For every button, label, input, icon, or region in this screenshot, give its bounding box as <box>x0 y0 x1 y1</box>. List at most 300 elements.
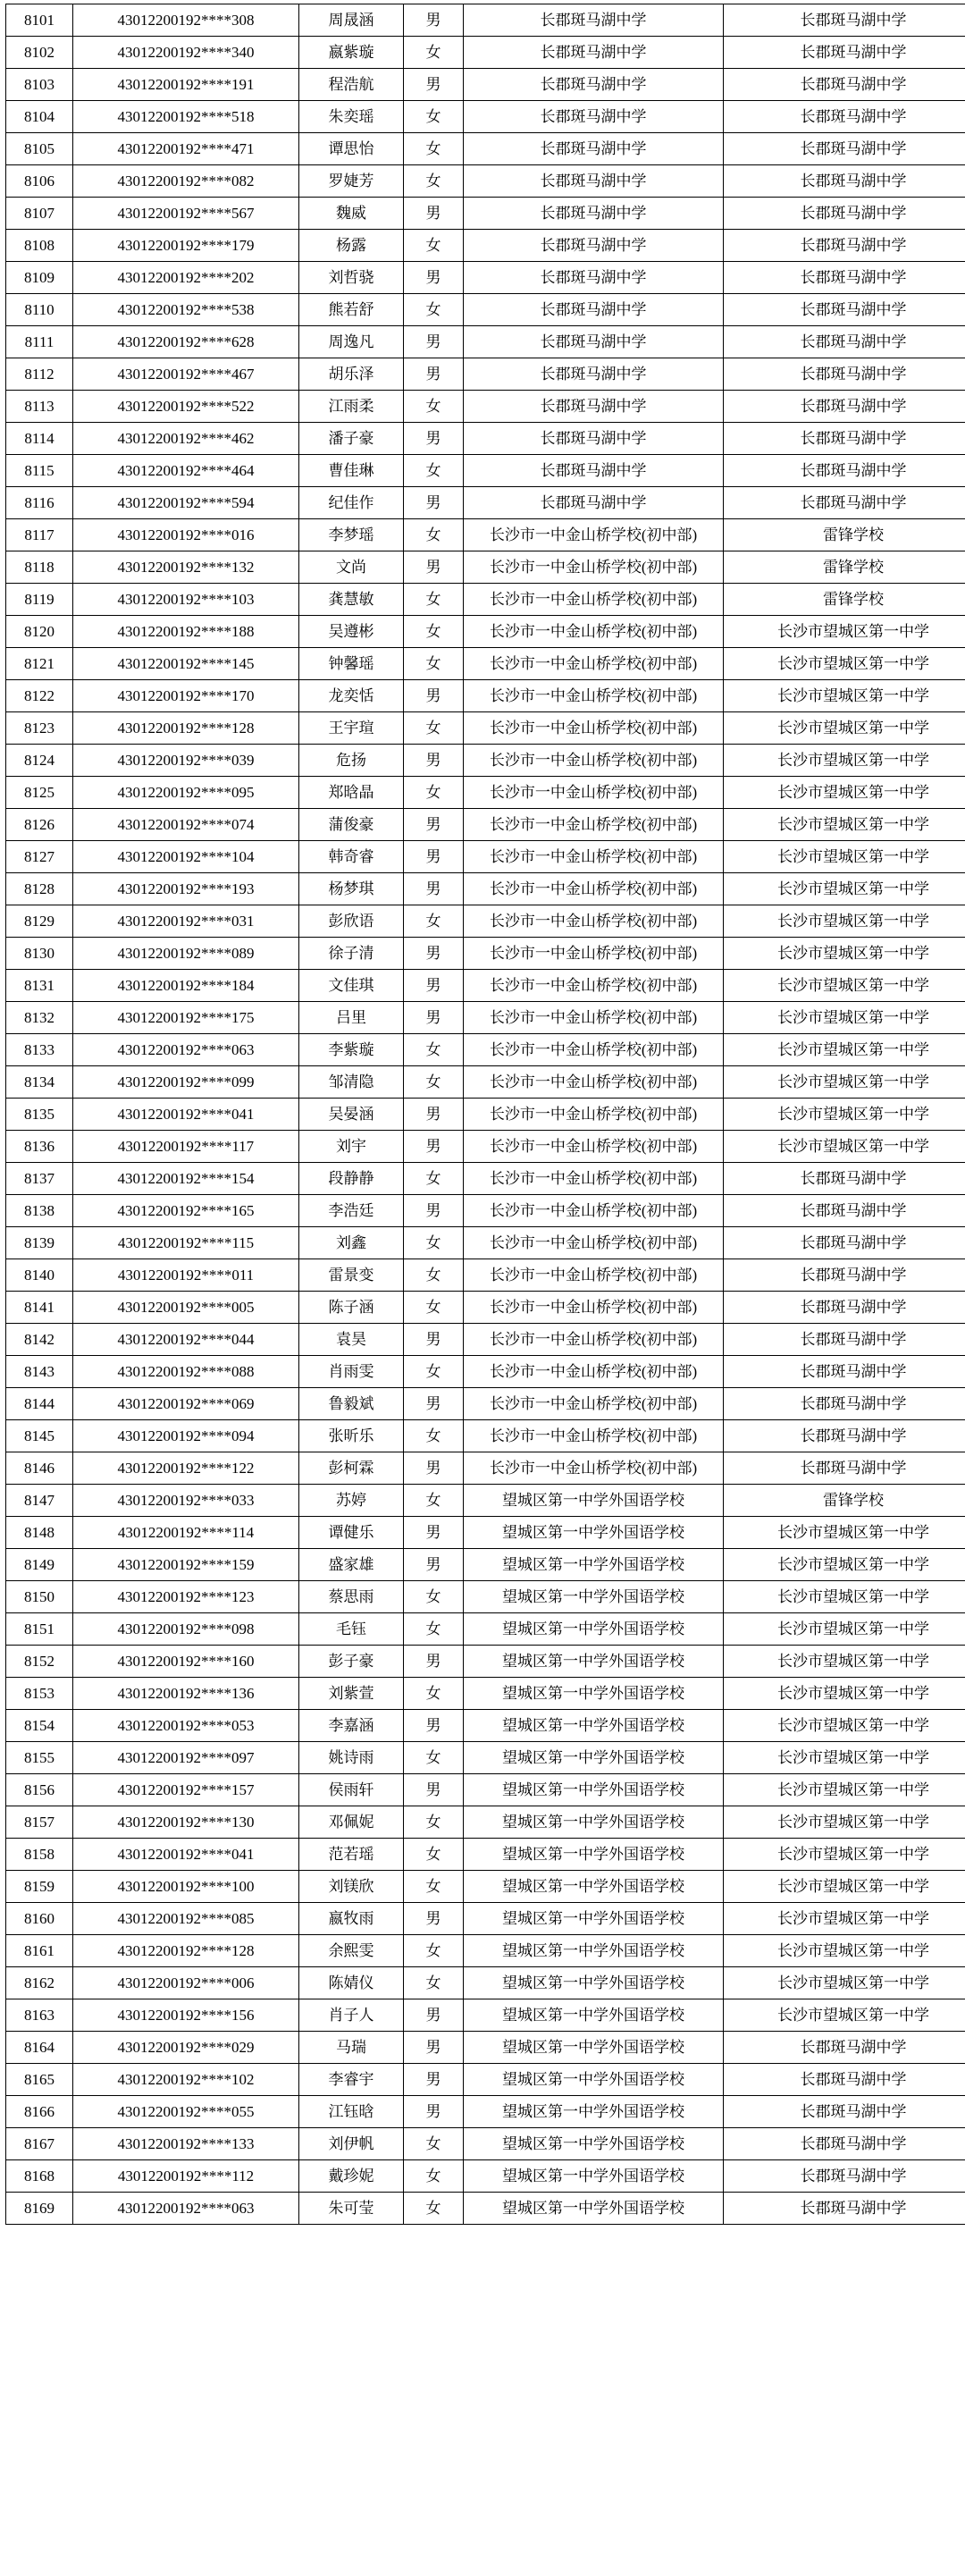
cell-name: 龙奕恬 <box>299 680 404 712</box>
cell-serial: 8140 <box>6 1259 73 1292</box>
cell-graduating-school: 长沙市一中金山桥学校(初中部) <box>464 745 724 777</box>
cell-admitted-school: 长沙市望城区第一中学 <box>724 1710 965 1742</box>
cell-gender: 女 <box>404 1259 464 1292</box>
cell-name: 罗婕芳 <box>299 165 404 198</box>
cell-gender: 男 <box>404 841 464 873</box>
cell-gender: 男 <box>404 2064 464 2096</box>
cell-graduating-school: 长沙市一中金山桥学校(初中部) <box>464 584 724 616</box>
cell-admitted-school: 长沙市望城区第一中学 <box>724 1131 965 1163</box>
cell-name: 韩奇睿 <box>299 841 404 873</box>
cell-id-number: 43012200192****191 <box>73 69 299 101</box>
cell-serial: 8144 <box>6 1388 73 1420</box>
cell-graduating-school: 长沙市一中金山桥学校(初中部) <box>464 648 724 680</box>
table-row <box>6 262 965 294</box>
cell-id-number: 43012200192****103 <box>73 584 299 616</box>
cell-name: 邹清隐 <box>299 1066 404 1099</box>
table-row <box>6 648 965 680</box>
cell-id-number: 43012200192****340 <box>73 37 299 69</box>
cell-serial: 8137 <box>6 1163 73 1195</box>
cell-name: 彭柯霖 <box>299 1452 404 1485</box>
cell-graduating-school: 长郡斑马湖中学 <box>464 455 724 487</box>
cell-admitted-school: 长郡斑马湖中学 <box>724 165 965 198</box>
cell-gender: 男 <box>404 1999 464 2032</box>
table-row <box>6 1099 965 1131</box>
admission-roster-table <box>5 4 965 2225</box>
cell-name: 姚诗雨 <box>299 1742 404 1774</box>
cell-id-number: 43012200192****122 <box>73 1452 299 1485</box>
cell-id-number: 43012200192****063 <box>73 1034 299 1066</box>
cell-id-number: 43012200192****098 <box>73 1613 299 1646</box>
cell-id-number: 43012200192****464 <box>73 455 299 487</box>
cell-gender: 男 <box>404 970 464 1002</box>
cell-admitted-school: 长沙市望城区第一中学 <box>724 970 965 1002</box>
table-row <box>6 2032 965 2064</box>
table-row <box>6 519 965 551</box>
cell-gender: 女 <box>404 1935 464 1967</box>
cell-graduating-school: 长沙市一中金山桥学校(初中部) <box>464 1259 724 1292</box>
cell-gender: 女 <box>404 519 464 551</box>
cell-id-number: 43012200192****039 <box>73 745 299 777</box>
cell-graduating-school: 长沙市一中金山桥学校(初中部) <box>464 970 724 1002</box>
cell-graduating-school: 长沙市一中金山桥学校(初中部) <box>464 1099 724 1131</box>
cell-gender: 男 <box>404 262 464 294</box>
cell-name: 李紫璇 <box>299 1034 404 1066</box>
cell-admitted-school: 长郡斑马湖中学 <box>724 391 965 423</box>
cell-id-number: 43012200192****170 <box>73 680 299 712</box>
cell-graduating-school: 望城区第一中学外国语学校 <box>464 2096 724 2128</box>
table-row <box>6 69 965 101</box>
cell-graduating-school: 长沙市一中金山桥学校(初中部) <box>464 1356 724 1388</box>
cell-id-number: 43012200192****041 <box>73 1839 299 1871</box>
cell-name: 鲁毅斌 <box>299 1388 404 1420</box>
cell-name: 刘哲骁 <box>299 262 404 294</box>
table-row <box>6 198 965 230</box>
cell-gender: 女 <box>404 294 464 326</box>
cell-graduating-school: 长沙市一中金山桥学校(初中部) <box>464 519 724 551</box>
cell-admitted-school: 长沙市望城区第一中学 <box>724 1967 965 1999</box>
cell-id-number: 43012200192****128 <box>73 712 299 745</box>
cell-serial: 8131 <box>6 970 73 1002</box>
cell-id-number: 43012200192****044 <box>73 1324 299 1356</box>
cell-id-number: 43012200192****133 <box>73 2128 299 2160</box>
cell-gender: 女 <box>404 1227 464 1259</box>
cell-gender: 男 <box>404 1131 464 1163</box>
cell-id-number: 43012200192****069 <box>73 1388 299 1420</box>
cell-serial: 8110 <box>6 294 73 326</box>
table-row <box>6 1485 965 1517</box>
table-row <box>6 809 965 841</box>
cell-serial: 8155 <box>6 1742 73 1774</box>
cell-gender: 男 <box>404 1710 464 1742</box>
cell-id-number: 43012200192****099 <box>73 1066 299 1099</box>
cell-admitted-school: 长郡斑马湖中学 <box>724 455 965 487</box>
table-row <box>6 1324 965 1356</box>
cell-gender: 男 <box>404 873 464 905</box>
cell-graduating-school: 望城区第一中学外国语学校 <box>464 1549 724 1581</box>
cell-gender: 女 <box>404 391 464 423</box>
cell-graduating-school: 望城区第一中学外国语学校 <box>464 2032 724 2064</box>
cell-gender: 男 <box>404 1517 464 1549</box>
table-row <box>6 745 965 777</box>
cell-name: 王宇瑄 <box>299 712 404 745</box>
cell-id-number: 43012200192****160 <box>73 1646 299 1678</box>
cell-graduating-school: 长郡斑马湖中学 <box>464 165 724 198</box>
cell-graduating-school: 长郡斑马湖中学 <box>464 37 724 69</box>
table-row <box>6 1678 965 1710</box>
cell-admitted-school: 长郡斑马湖中学 <box>724 1259 965 1292</box>
cell-id-number: 43012200192****088 <box>73 1356 299 1388</box>
cell-serial: 8115 <box>6 455 73 487</box>
table-row <box>6 1871 965 1903</box>
cell-graduating-school: 长沙市一中金山桥学校(初中部) <box>464 1034 724 1066</box>
cell-admitted-school: 长郡斑马湖中学 <box>724 326 965 358</box>
cell-name: 刘宇 <box>299 1131 404 1163</box>
table-row <box>6 2160 965 2193</box>
cell-gender: 女 <box>404 165 464 198</box>
cell-id-number: 43012200192****102 <box>73 2064 299 2096</box>
cell-graduating-school: 望城区第一中学外国语学校 <box>464 1839 724 1871</box>
table-row <box>6 4 965 37</box>
cell-name: 文尚 <box>299 551 404 584</box>
cell-name: 袁昊 <box>299 1324 404 1356</box>
table-row <box>6 1195 965 1227</box>
cell-name: 胡乐泽 <box>299 358 404 391</box>
cell-serial: 8151 <box>6 1613 73 1646</box>
cell-name: 刘紫萱 <box>299 1678 404 1710</box>
cell-admitted-school: 长郡斑马湖中学 <box>724 101 965 133</box>
cell-gender: 女 <box>404 455 464 487</box>
cell-id-number: 43012200192****467 <box>73 358 299 391</box>
cell-name: 危扬 <box>299 745 404 777</box>
cell-graduating-school: 望城区第一中学外国语学校 <box>464 1710 724 1742</box>
cell-name: 盛家雄 <box>299 1549 404 1581</box>
cell-graduating-school: 长沙市一中金山桥学校(初中部) <box>464 616 724 648</box>
cell-name: 周晟涵 <box>299 4 404 37</box>
cell-name: 龚慧敏 <box>299 584 404 616</box>
cell-serial: 8146 <box>6 1452 73 1485</box>
cell-name: 肖雨雯 <box>299 1356 404 1388</box>
table-row <box>6 616 965 648</box>
cell-name: 雷景变 <box>299 1259 404 1292</box>
cell-admitted-school: 长沙市望城区第一中学 <box>724 905 965 938</box>
table-row <box>6 1034 965 1066</box>
cell-gender: 男 <box>404 2096 464 2128</box>
cell-admitted-school: 长郡斑马湖中学 <box>724 2064 965 2096</box>
cell-gender: 女 <box>404 2160 464 2193</box>
cell-gender: 女 <box>404 1678 464 1710</box>
cell-serial: 8149 <box>6 1549 73 1581</box>
cell-graduating-school: 长郡斑马湖中学 <box>464 101 724 133</box>
cell-gender: 男 <box>404 423 464 455</box>
cell-serial: 8143 <box>6 1356 73 1388</box>
cell-id-number: 43012200192****114 <box>73 1517 299 1549</box>
cell-graduating-school: 长郡斑马湖中学 <box>464 294 724 326</box>
cell-serial: 8126 <box>6 809 73 841</box>
cell-serial: 8102 <box>6 37 73 69</box>
table-row <box>6 1967 965 1999</box>
cell-name: 陈子涵 <box>299 1292 404 1324</box>
cell-serial: 8101 <box>6 4 73 37</box>
cell-graduating-school: 望城区第一中学外国语学校 <box>464 1517 724 1549</box>
cell-serial: 8162 <box>6 1967 73 1999</box>
cell-id-number: 43012200192****179 <box>73 230 299 262</box>
cell-admitted-school: 长沙市望城区第一中学 <box>724 1034 965 1066</box>
cell-name: 肖子人 <box>299 1999 404 2032</box>
cell-serial: 8169 <box>6 2193 73 2225</box>
cell-admitted-school: 长沙市望城区第一中学 <box>724 938 965 970</box>
cell-admitted-school: 长沙市望城区第一中学 <box>724 1549 965 1581</box>
cell-serial: 8136 <box>6 1131 73 1163</box>
cell-gender: 男 <box>404 809 464 841</box>
cell-id-number: 43012200192****518 <box>73 101 299 133</box>
table-row <box>6 455 965 487</box>
cell-id-number: 43012200192****123 <box>73 1581 299 1613</box>
cell-name: 周逸凡 <box>299 326 404 358</box>
cell-graduating-school: 望城区第一中学外国语学校 <box>464 2064 724 2096</box>
cell-name: 李浩廷 <box>299 1195 404 1227</box>
cell-serial: 8118 <box>6 551 73 584</box>
cell-admitted-school: 长沙市望城区第一中学 <box>724 745 965 777</box>
cell-serial: 8161 <box>6 1935 73 1967</box>
cell-admitted-school: 长沙市望城区第一中学 <box>724 680 965 712</box>
cell-graduating-school: 长郡斑马湖中学 <box>464 69 724 101</box>
cell-name: 曹佳琳 <box>299 455 404 487</box>
cell-gender: 男 <box>404 551 464 584</box>
cell-graduating-school: 长郡斑马湖中学 <box>464 326 724 358</box>
cell-name: 刘镁欣 <box>299 1871 404 1903</box>
cell-id-number: 43012200192****594 <box>73 487 299 519</box>
cell-name: 徐子清 <box>299 938 404 970</box>
cell-gender: 女 <box>404 2193 464 2225</box>
cell-serial: 8105 <box>6 133 73 165</box>
cell-graduating-school: 望城区第一中学外国语学校 <box>464 1774 724 1806</box>
cell-id-number: 43012200192****011 <box>73 1259 299 1292</box>
table-row <box>6 2064 965 2096</box>
cell-id-number: 43012200192****136 <box>73 1678 299 1710</box>
table-row <box>6 873 965 905</box>
cell-admitted-school: 长沙市望城区第一中学 <box>724 1999 965 2032</box>
cell-id-number: 43012200192****029 <box>73 2032 299 2064</box>
cell-serial: 8120 <box>6 616 73 648</box>
cell-graduating-school: 长沙市一中金山桥学校(初中部) <box>464 1452 724 1485</box>
cell-serial: 8159 <box>6 1871 73 1903</box>
cell-gender: 女 <box>404 616 464 648</box>
cell-admitted-school: 长郡斑马湖中学 <box>724 1452 965 1485</box>
table-row <box>6 905 965 938</box>
cell-gender: 女 <box>404 1163 464 1195</box>
cell-admitted-school: 长郡斑马湖中学 <box>724 198 965 230</box>
cell-gender: 女 <box>404 905 464 938</box>
cell-name: 范若瑶 <box>299 1839 404 1871</box>
cell-gender: 男 <box>404 1646 464 1678</box>
cell-graduating-school: 望城区第一中学外国语学校 <box>464 1999 724 2032</box>
table-row <box>6 391 965 423</box>
cell-id-number: 43012200192****159 <box>73 1549 299 1581</box>
cell-admitted-school: 长沙市望城区第一中学 <box>724 873 965 905</box>
cell-name: 马瑞 <box>299 2032 404 2064</box>
table-row <box>6 294 965 326</box>
cell-admitted-school: 长沙市望城区第一中学 <box>724 1066 965 1099</box>
cell-name: 戴珍妮 <box>299 2160 404 2193</box>
cell-id-number: 43012200192****089 <box>73 938 299 970</box>
cell-gender: 男 <box>404 2032 464 2064</box>
cell-gender: 女 <box>404 1420 464 1452</box>
cell-admitted-school: 长沙市望城区第一中学 <box>724 1935 965 1967</box>
cell-graduating-school: 长沙市一中金山桥学校(初中部) <box>464 1324 724 1356</box>
cell-graduating-school: 长沙市一中金山桥学校(初中部) <box>464 1163 724 1195</box>
cell-admitted-school: 雷锋学校 <box>724 1485 965 1517</box>
cell-name: 刘伊帆 <box>299 2128 404 2160</box>
cell-gender: 男 <box>404 1324 464 1356</box>
cell-id-number: 43012200192****538 <box>73 294 299 326</box>
cell-serial: 8139 <box>6 1227 73 1259</box>
table-row <box>6 1742 965 1774</box>
cell-name: 邓佩妮 <box>299 1806 404 1839</box>
table-row <box>6 326 965 358</box>
cell-gender: 男 <box>404 1452 464 1485</box>
cell-gender: 男 <box>404 358 464 391</box>
cell-id-number: 43012200192****132 <box>73 551 299 584</box>
cell-graduating-school: 望城区第一中学外国语学校 <box>464 1903 724 1935</box>
cell-name: 李睿宇 <box>299 2064 404 2096</box>
cell-gender: 男 <box>404 1774 464 1806</box>
cell-admitted-school: 长郡斑马湖中学 <box>724 230 965 262</box>
cell-serial: 8145 <box>6 1420 73 1452</box>
table-row <box>6 2096 965 2128</box>
cell-gender: 男 <box>404 1002 464 1034</box>
cell-name: 刘鑫 <box>299 1227 404 1259</box>
cell-name: 郑晗晶 <box>299 777 404 809</box>
cell-name: 杨露 <box>299 230 404 262</box>
cell-gender: 男 <box>404 326 464 358</box>
cell-admitted-school: 长沙市望城区第一中学 <box>724 1839 965 1871</box>
table-row <box>6 1163 965 1195</box>
cell-serial: 8114 <box>6 423 73 455</box>
cell-admitted-school: 长郡斑马湖中学 <box>724 1292 965 1324</box>
cell-serial: 8133 <box>6 1034 73 1066</box>
cell-serial: 8108 <box>6 230 73 262</box>
cell-name: 嬴牧雨 <box>299 1903 404 1935</box>
cell-admitted-school: 长沙市望城区第一中学 <box>724 1774 965 1806</box>
cell-admitted-school: 长郡斑马湖中学 <box>724 1420 965 1452</box>
cell-name: 彭子豪 <box>299 1646 404 1678</box>
cell-admitted-school: 长郡斑马湖中学 <box>724 1195 965 1227</box>
table-row <box>6 1839 965 1871</box>
cell-name: 蒲俊豪 <box>299 809 404 841</box>
cell-id-number: 43012200192****308 <box>73 4 299 37</box>
cell-id-number: 43012200192****016 <box>73 519 299 551</box>
cell-gender: 男 <box>404 1388 464 1420</box>
cell-serial: 8132 <box>6 1002 73 1034</box>
cell-graduating-school: 望城区第一中学外国语学校 <box>464 1485 724 1517</box>
table-row <box>6 1227 965 1259</box>
cell-serial: 8168 <box>6 2160 73 2193</box>
cell-serial: 8154 <box>6 1710 73 1742</box>
cell-serial: 8104 <box>6 101 73 133</box>
cell-name: 魏威 <box>299 198 404 230</box>
cell-admitted-school: 长沙市望城区第一中学 <box>724 616 965 648</box>
cell-serial: 8153 <box>6 1678 73 1710</box>
cell-serial: 8158 <box>6 1839 73 1871</box>
table-row <box>6 487 965 519</box>
cell-serial: 8141 <box>6 1292 73 1324</box>
cell-graduating-school: 望城区第一中学外国语学校 <box>464 1806 724 1839</box>
cell-gender: 男 <box>404 938 464 970</box>
table-row <box>6 551 965 584</box>
cell-graduating-school: 望城区第一中学外国语学校 <box>464 2193 724 2225</box>
table-row <box>6 165 965 198</box>
cell-graduating-school: 长沙市一中金山桥学校(初中部) <box>464 1420 724 1452</box>
cell-name: 段静静 <box>299 1163 404 1195</box>
cell-admitted-school: 长沙市望城区第一中学 <box>724 1742 965 1774</box>
cell-gender: 男 <box>404 69 464 101</box>
cell-graduating-school: 长沙市一中金山桥学校(初中部) <box>464 809 724 841</box>
cell-id-number: 43012200192****156 <box>73 1999 299 2032</box>
cell-admitted-school: 长沙市望城区第一中学 <box>724 712 965 745</box>
cell-serial: 8130 <box>6 938 73 970</box>
cell-name: 谭健乐 <box>299 1517 404 1549</box>
cell-admitted-school: 长沙市望城区第一中学 <box>724 1002 965 1034</box>
cell-graduating-school: 长沙市一中金山桥学校(初中部) <box>464 712 724 745</box>
cell-gender: 女 <box>404 1742 464 1774</box>
cell-id-number: 43012200192****006 <box>73 1967 299 1999</box>
cell-admitted-school: 长郡斑马湖中学 <box>724 487 965 519</box>
cell-serial: 8107 <box>6 198 73 230</box>
table-row <box>6 423 965 455</box>
cell-admitted-school: 长郡斑马湖中学 <box>724 1324 965 1356</box>
cell-graduating-school: 望城区第一中学外国语学校 <box>464 2160 724 2193</box>
cell-serial: 8111 <box>6 326 73 358</box>
cell-gender: 男 <box>404 4 464 37</box>
cell-id-number: 43012200192****063 <box>73 2193 299 2225</box>
cell-id-number: 43012200192****074 <box>73 809 299 841</box>
table-row <box>6 584 965 616</box>
cell-id-number: 43012200192****031 <box>73 905 299 938</box>
table-row <box>6 133 965 165</box>
cell-gender: 女 <box>404 1485 464 1517</box>
cell-admitted-school: 长沙市望城区第一中学 <box>724 1903 965 1935</box>
table-row <box>6 970 965 1002</box>
cell-id-number: 43012200192****130 <box>73 1806 299 1839</box>
cell-id-number: 43012200192****033 <box>73 1485 299 1517</box>
cell-admitted-school: 长沙市望城区第一中学 <box>724 841 965 873</box>
table-row <box>6 1613 965 1646</box>
cell-serial: 8116 <box>6 487 73 519</box>
cell-admitted-school: 长沙市望城区第一中学 <box>724 1646 965 1678</box>
cell-gender: 女 <box>404 1967 464 1999</box>
table-row <box>6 1710 965 1742</box>
cell-gender: 女 <box>404 230 464 262</box>
table-row <box>6 358 965 391</box>
cell-graduating-school: 长沙市一中金山桥学校(初中部) <box>464 1002 724 1034</box>
cell-serial: 8163 <box>6 1999 73 2032</box>
cell-admitted-school: 长郡斑马湖中学 <box>724 2032 965 2064</box>
cell-admitted-school: 长郡斑马湖中学 <box>724 37 965 69</box>
cell-id-number: 43012200192****165 <box>73 1195 299 1227</box>
cell-admitted-school: 长郡斑马湖中学 <box>724 133 965 165</box>
cell-id-number: 43012200192****095 <box>73 777 299 809</box>
cell-id-number: 43012200192****202 <box>73 262 299 294</box>
table-row <box>6 1903 965 1935</box>
cell-graduating-school: 长沙市一中金山桥学校(初中部) <box>464 1227 724 1259</box>
cell-id-number: 43012200192****117 <box>73 1131 299 1163</box>
cell-name: 程浩航 <box>299 69 404 101</box>
table-row <box>6 1388 965 1420</box>
cell-graduating-school: 长沙市一中金山桥学校(初中部) <box>464 905 724 938</box>
cell-admitted-school: 长郡斑马湖中学 <box>724 1356 965 1388</box>
cell-serial: 8119 <box>6 584 73 616</box>
cell-id-number: 43012200192****100 <box>73 1871 299 1903</box>
